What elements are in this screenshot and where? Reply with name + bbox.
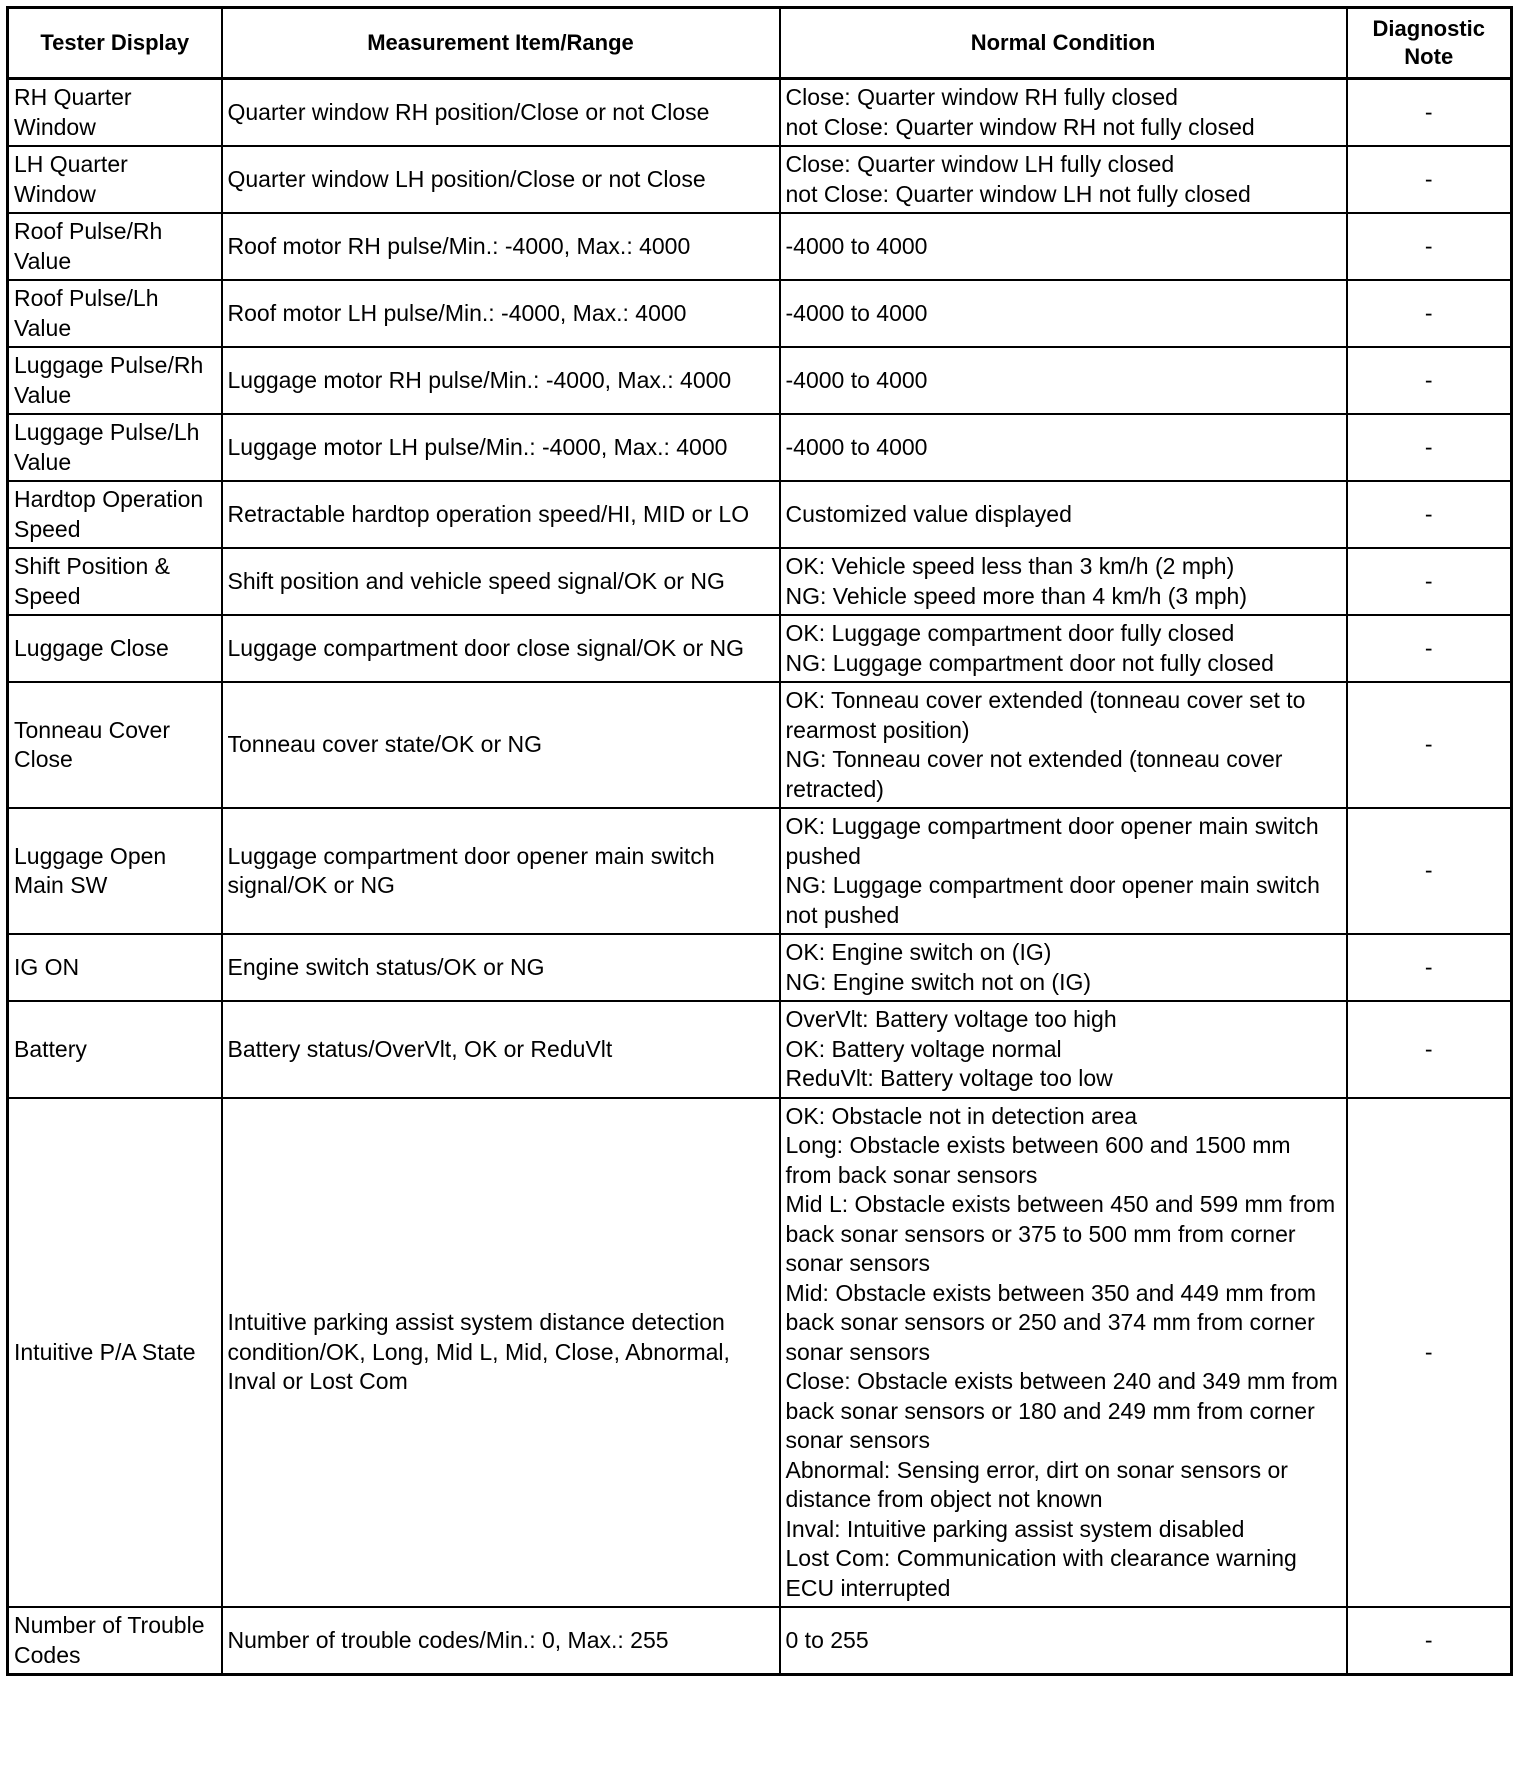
cell-measurement-item: Luggage motor LH pulse/Min.: -4000, Max.: 4000 [222,414,780,481]
cell-measurement-item: Roof motor RH pulse/Min.: -4000, Max.: 4000 [222,213,780,280]
condition-line: NG: Vehicle speed more than 4 km/h (3 mph) [785,582,1247,609]
cell-normal-condition [780,280,1347,347]
table-row [8,146,1512,213]
header-row [8,8,1512,79]
condition-line: Close: Quarter window RH fully closed [785,84,1178,110]
cell-diagnostic-note: - [1347,213,1512,280]
condition-line: OK: Luggage compartment door opener main switch pushed [785,813,1326,869]
cell-diagnostic-note: - [1347,347,1512,414]
cell-normal-condition [780,934,1347,1001]
condition-line: OK: Luggage compartment door fully closed [785,620,1235,646]
condition-line: not Close: Quarter window LH not fully closed [785,180,1251,207]
cell-normal-condition [780,1001,1347,1098]
cell-diagnostic-note: - [1347,79,1512,147]
cell-measurement-item: Engine switch status/OK or NG [222,934,780,1001]
cell-normal-condition [780,481,1347,548]
cell-diagnostic-note: - [1347,934,1512,1001]
condition-line: NG: Luggage compartment door not fully closed [785,649,1274,676]
condition-line: OK: Battery voltage normal [785,1035,1062,1062]
table-row [8,1607,1512,1675]
cell-measurement-item: Intuitive parking assist system distance detection condition/OK, Long, Mid L, Mid, Close, Abnormal, Inval or Lost Com [222,1098,780,1608]
condition-line: Mid: Obstacle exists between 350 and 449 mm from back sonar sensors or 250 and 374 mm from corner sonar sensors [785,1279,1323,1365]
cell-tester-display: Luggage Close [8,615,222,682]
cell-diagnostic-note: - [1347,1098,1512,1608]
condition-line: NG: Engine switch not on (IG) [785,968,1092,995]
cell-tester-display: IG ON [8,934,222,1001]
table-row [8,548,1512,615]
condition-line: OK: Tonneau cover extended (tonneau cover set to rearmost position) [785,687,1312,743]
table-row [8,615,1512,682]
condition-line: -4000 to 4000 [785,232,928,259]
cell-normal-condition [780,213,1347,280]
cell-diagnostic-note: - [1347,808,1512,934]
condition-line: Lost Com: Communication with clearance warning ECU interrupted [785,1545,1304,1601]
condition-line: Long: Obstacle exists between 600 and 1500 mm from back sonar sensors [785,1132,1297,1188]
table-row [8,79,1512,147]
cell-measurement-item: Roof motor LH pulse/Min.: -4000, Max.: 4000 [222,280,780,347]
condition-line: -4000 to 4000 [785,299,928,326]
table-row [8,280,1512,347]
cell-tester-display: Roof Pulse/Lh Value [8,280,222,347]
cell-diagnostic-note: - [1347,682,1512,808]
cell-tester-display: Number of Trouble Codes [8,1607,222,1675]
cell-measurement-item: Battery status/OverVlt, OK or ReduVlt [222,1001,780,1098]
table-row [8,1098,1512,1608]
condition-line: -4000 to 4000 [785,366,928,393]
condition-line: Customized value displayed [785,500,1072,527]
cell-measurement-item: Number of trouble codes/Min.: 0, Max.: 255 [222,1607,780,1675]
cell-diagnostic-note: - [1347,146,1512,213]
header-measurement-item: Measurement Item/Range [222,8,780,79]
cell-tester-display: Roof Pulse/Rh Value [8,213,222,280]
condition-line: Mid L: Obstacle exists between 450 and 599 mm from back sonar sensors or 375 to 500 mm from corner sonar sensors [785,1191,1342,1276]
condition-line: 0 to 255 [785,1626,869,1653]
condition-line: OK: Engine switch on (IG) [785,939,1052,965]
cell-measurement-item: Quarter window RH position/Close or not Close [222,79,780,147]
header-diagnostic-note: Diagnostic Note [1347,8,1512,79]
table-row [8,1001,1512,1098]
condition-line: ReduVlt: Battery voltage too low [785,1065,1113,1091]
condition-line: not Close: Quarter window RH not fully closed [785,113,1255,140]
table-row [8,934,1512,1001]
cell-diagnostic-note: - [1347,1607,1512,1675]
condition-line: Close: Quarter window LH fully closed [785,151,1175,177]
cell-normal-condition [780,1607,1347,1675]
cell-tester-display: Battery [8,1001,222,1098]
cell-normal-condition [780,414,1347,481]
cell-diagnostic-note: - [1347,481,1512,548]
cell-diagnostic-note: - [1347,548,1512,615]
condition-line: Inval: Intuitive parking assist system disabled [785,1515,1245,1542]
cell-tester-display: RH Quarter Window [8,79,222,147]
cell-measurement-item: Retractable hardtop operation speed/HI, MID or LO [222,481,780,548]
table-row [8,347,1512,414]
condition-line: NG: Luggage compartment door opener main switch not pushed [785,872,1327,928]
cell-tester-display: Luggage Pulse/Lh Value [8,414,222,481]
cell-tester-display: Shift Position & Speed [8,548,222,615]
cell-normal-condition [780,79,1347,147]
cell-tester-display: Hardtop Operation Speed [8,481,222,548]
data-list-table [6,6,1513,1676]
cell-diagnostic-note: - [1347,414,1512,481]
cell-measurement-item: Luggage compartment door opener main switch signal/OK or NG [222,808,780,934]
condition-line: -4000 to 4000 [785,433,928,460]
cell-diagnostic-note: - [1347,615,1512,682]
cell-normal-condition [780,548,1347,615]
condition-line: NG: Tonneau cover not extended (tonneau cover retracted) [785,746,1289,802]
condition-line: Abnormal: Sensing error, dirt on sonar sensors or distance from object not known [785,1456,1295,1512]
cell-measurement-item: Luggage motor RH pulse/Min.: -4000, Max.: 4000 [222,347,780,414]
cell-measurement-item: Quarter window LH position/Close or not Close [222,146,780,213]
cell-measurement-item: Tonneau cover state/OK or NG [222,682,780,808]
table-row [8,414,1512,481]
cell-measurement-item: Shift position and vehicle speed signal/OK or NG [222,548,780,615]
table-row [8,808,1512,934]
condition-line: OK: Obstacle not in detection area [785,1102,1138,1129]
condition-line: OK: Vehicle speed less than 3 km/h (2 mph) [785,553,1235,579]
cell-tester-display: Tonneau Cover Close [8,682,222,808]
header-tester-display: Tester Display [8,8,222,79]
cell-normal-condition [780,682,1347,808]
condition-line: OverVlt: Battery voltage too high [785,1006,1117,1032]
cell-diagnostic-note: - [1347,280,1512,347]
condition-line: Close: Obstacle exists between 240 and 349 mm from back sonar sensors or 180 and 249 mm from corner sonar sensors [785,1368,1345,1453]
header-normal-condition: Normal Condition [780,8,1347,79]
table-row [8,682,1512,808]
table-row [8,481,1512,548]
cell-normal-condition [780,146,1347,213]
cell-tester-display: Intuitive P/A State [8,1098,222,1608]
cell-normal-condition [780,615,1347,682]
table-row [8,213,1512,280]
cell-tester-display: Luggage Open Main SW [8,808,222,934]
cell-normal-condition [780,347,1347,414]
table-body [8,79,1512,1675]
cell-diagnostic-note: - [1347,1001,1512,1098]
cell-normal-condition [780,1098,1347,1608]
cell-tester-display: LH Quarter Window [8,146,222,213]
cell-normal-condition [780,808,1347,934]
cell-measurement-item: Luggage compartment door close signal/OK or NG [222,615,780,682]
cell-tester-display: Luggage Pulse/Rh Value [8,347,222,414]
